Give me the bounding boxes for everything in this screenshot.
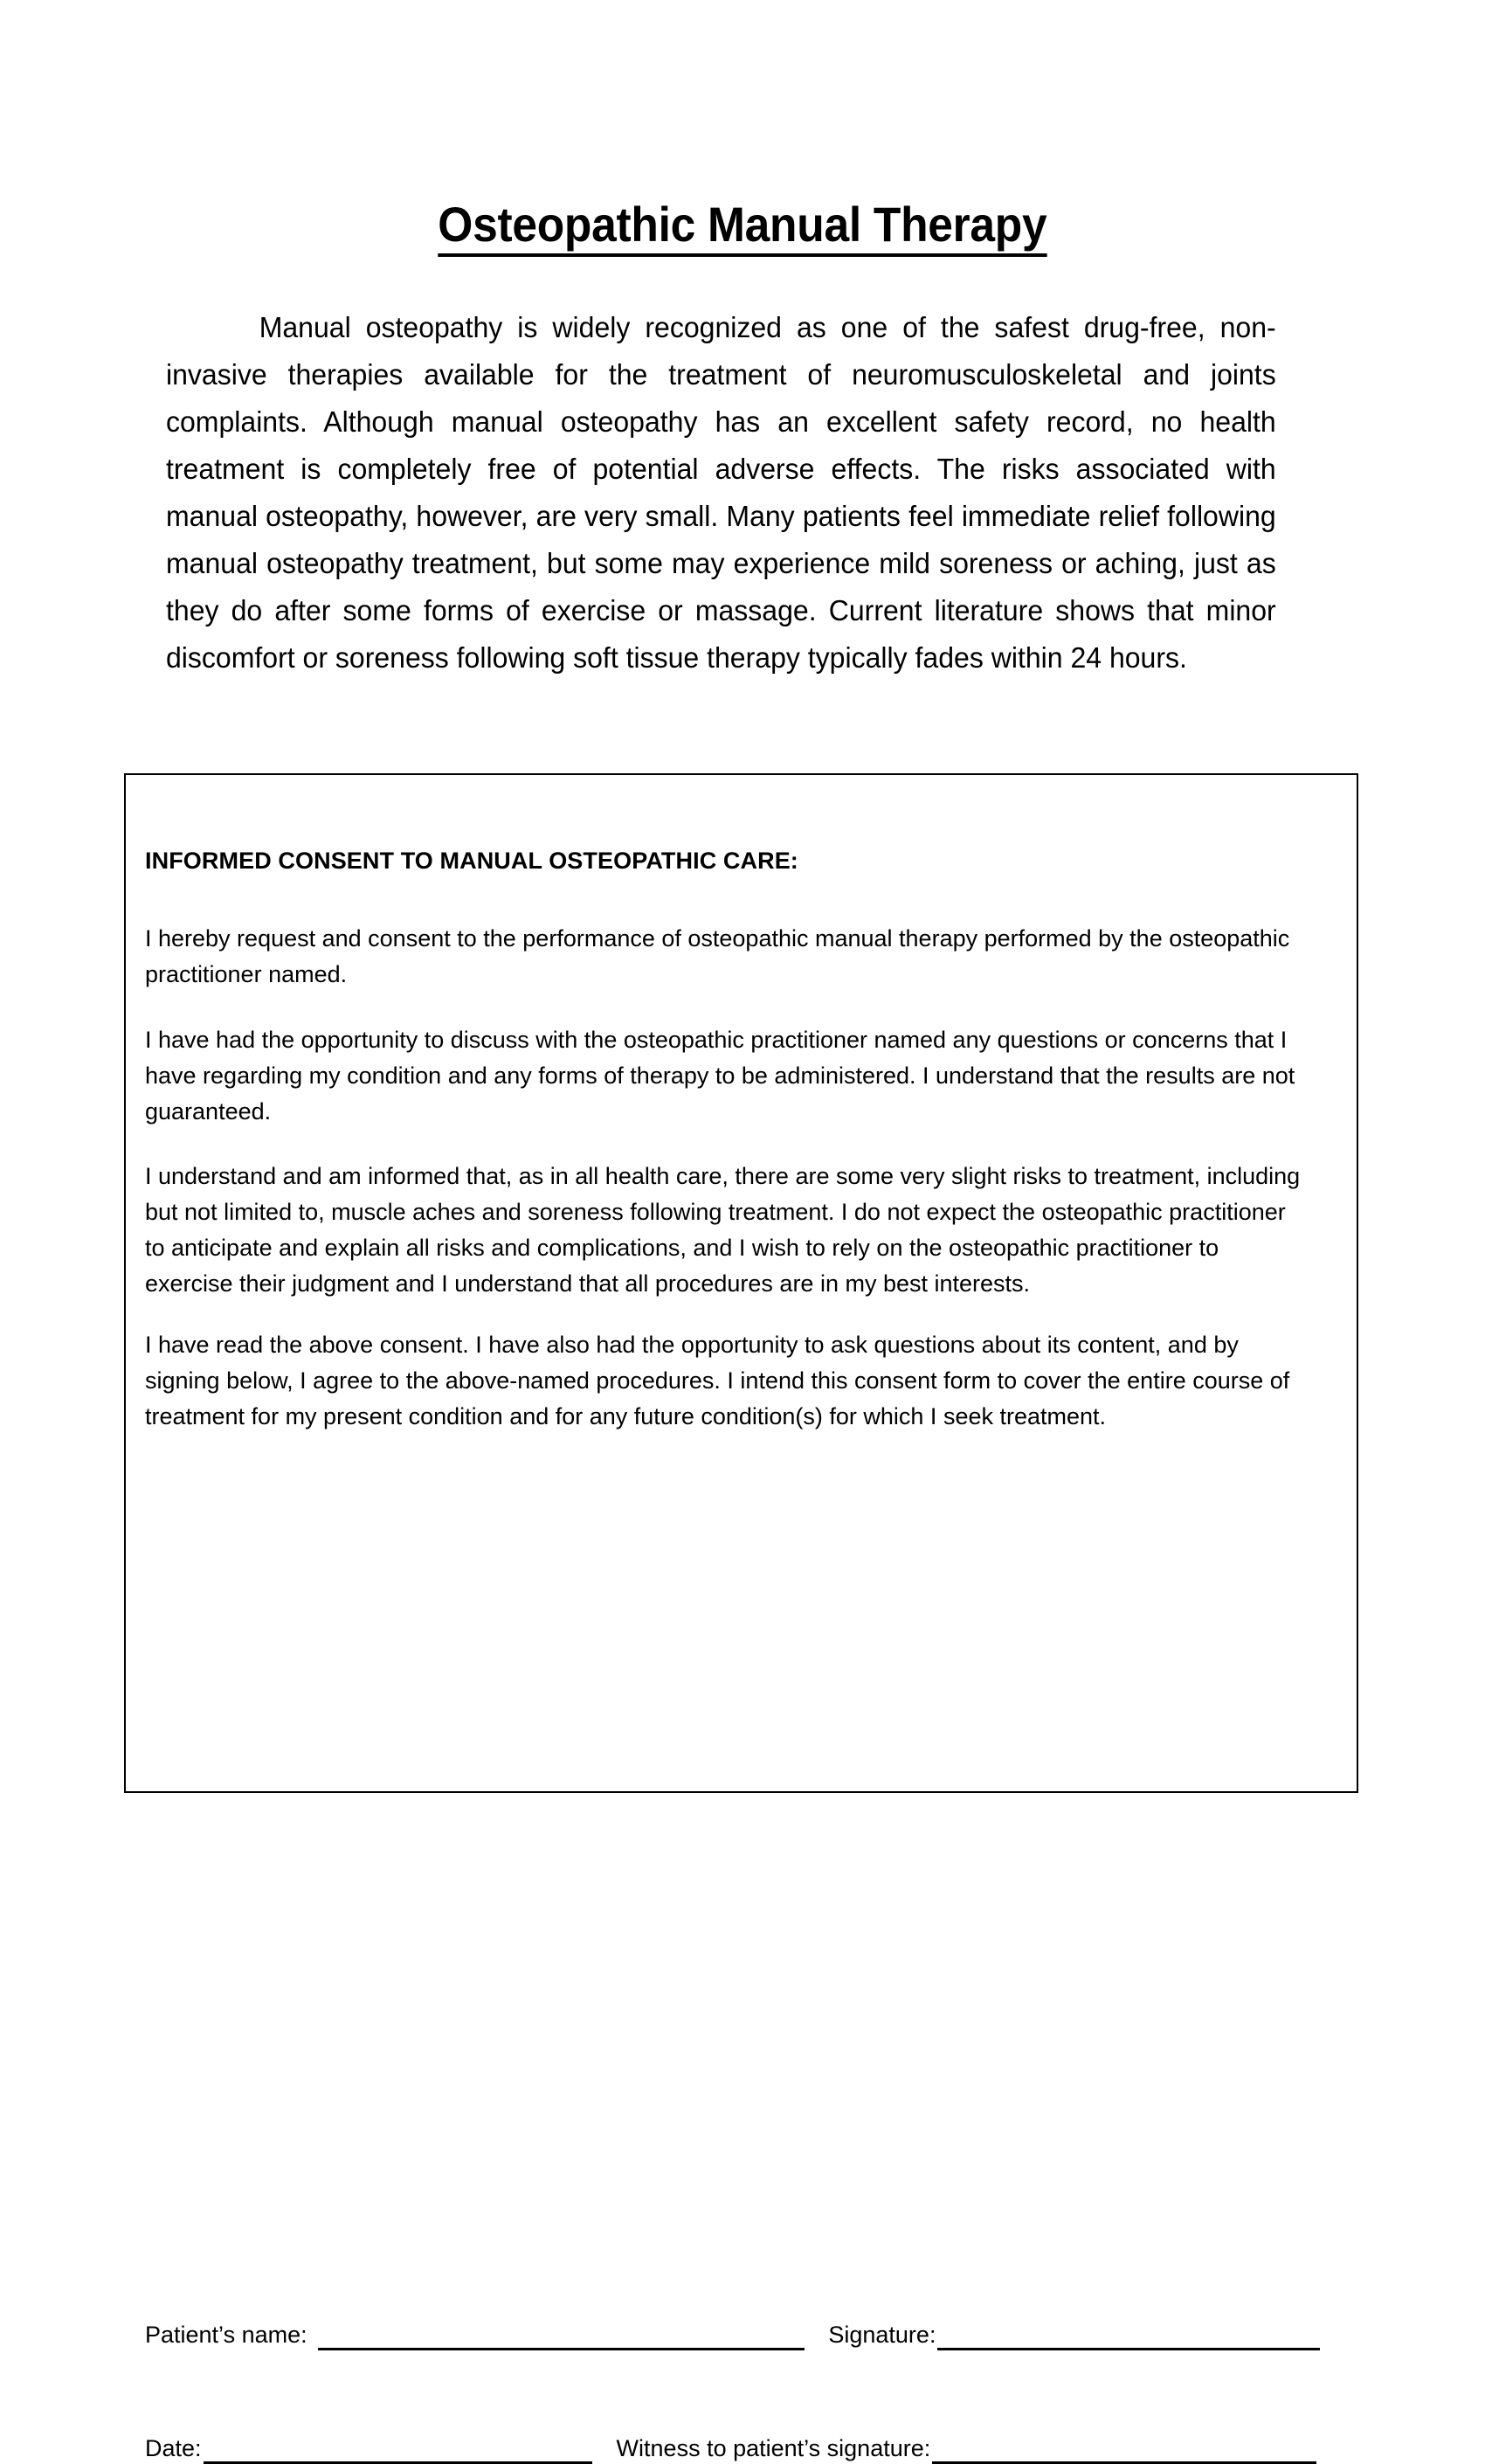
witness-label: Witness to patient’s signature:: [616, 2435, 931, 2461]
intro-paragraph: Manual osteopathy is widely recognized as one of the safest drug-free, non-invasive therapies available for the treatment of neuromusculoskeletal and joints complaints. Although manual osteopathy has an excellent safety record, no health treatment is completely free of potential adverse effects. The risks associated with manual osteopathy, however, are very small. Many patients feel immediate relief following manual osteopathy treatment, but some may experience mild soreness or aching, just as they do after some forms of exercise or massage. Current literature shows that minor discomfort or soreness following soft tissue therapy typically fades within 24 hours.: [166, 311, 1276, 674]
patient-name-label: Patient’s name:: [145, 2322, 307, 2348]
page-title: [0, 196, 1485, 258]
date-label: Date:: [145, 2435, 202, 2461]
consent-paragraph-3: I understand and am informed that, as in all health care, there are some very slight risks to treatment, including but not limited to, muscle aches and soreness following treatment. I do not expect the osteopathic practitioner to anticipate and explain all risks and complications, and I wish to rely on the osteopathic practitioner to exercise their judgment and I understand that all procedures are in my best interests.: [145, 1163, 1301, 1297]
informed-consent-heading: INFORMED CONSENT TO MANUAL OSTEOPATHIC CARE:: [145, 848, 798, 874]
consent-paragraph-1: I hereby request and consent to the performance of osteopathic manual therapy performed by the osteopathic practitioner named.: [145, 925, 1290, 987]
signature-row-patient: [145, 2322, 1320, 2350]
consent-paragraph-2: I have had the opportunity to discuss with the osteopathic practitioner named any questions or concerns that I have regarding my condition and any forms of therapy to be administered. I understand that the results are not guaranteed.: [145, 1027, 1295, 1125]
date-field[interactable]: [204, 2439, 592, 2464]
consent-paragraph-4: I have read the above consent. I have also had the opportunity to ask questions about its content, and by signing below, I agree to the above-named procedures. I intend this consent form to cover the entire course of treatment for my present condition and for any future condition(s) for which I seek treatment.: [145, 1332, 1290, 1429]
signature-label: Signature:: [828, 2322, 936, 2348]
informed-consent-content: [145, 775, 1320, 2461]
witness-field[interactable]: [932, 2439, 1316, 2464]
signature-row-date-witness: [145, 2435, 1320, 2464]
signature-field[interactable]: [937, 2325, 1320, 2350]
page-title-text: Osteopathic Manual Therapy: [438, 199, 1046, 258]
informed-consent-box: [124, 773, 1358, 2461]
patient-name-field[interactable]: [318, 2325, 805, 2350]
